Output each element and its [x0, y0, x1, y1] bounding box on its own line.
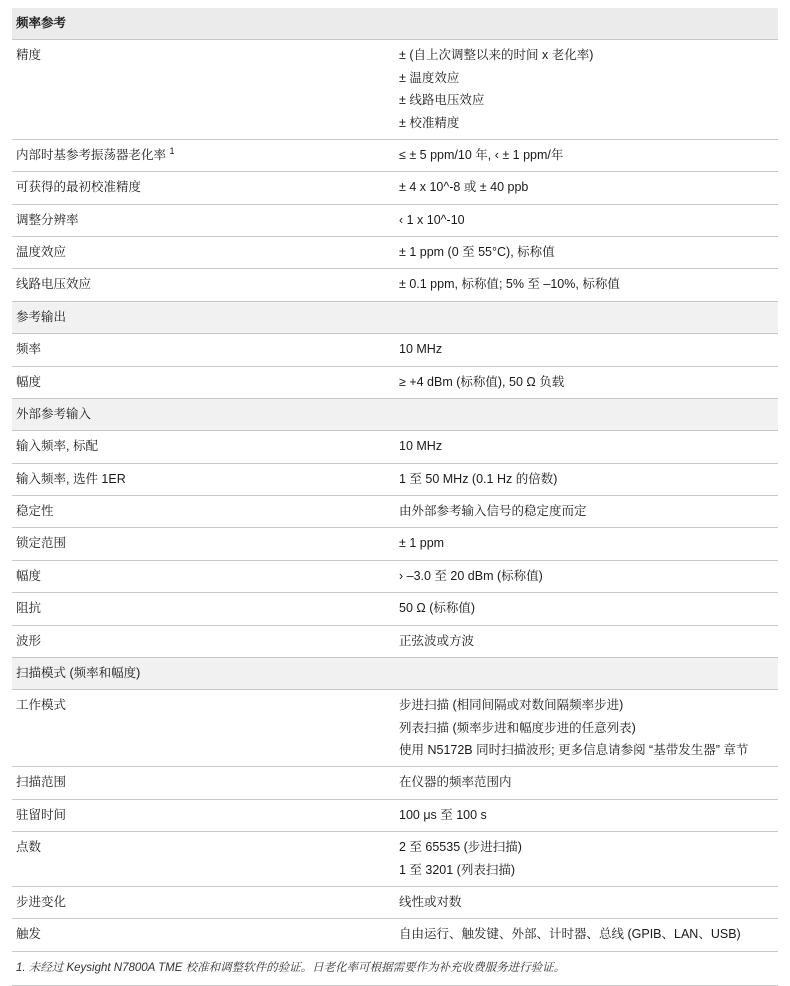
spec-value-line: 10 MHz [399, 342, 443, 357]
spec-row [12, 40, 778, 140]
spec-label-text: 幅度 [16, 374, 42, 389]
spec-table-body [12, 8, 778, 951]
spec-label-text: 输入频率, 标配 [16, 439, 98, 454]
spec-label-text: 扫描范围 [16, 775, 67, 790]
spec-row-value [395, 172, 778, 204]
spec-label-text: 调整分辨率 [16, 212, 79, 227]
footnote-marker: 1 [169, 145, 175, 156]
spec-row [12, 690, 778, 767]
spec-value-line: ± 4 x 10^-8 或 ± 40 ppb [399, 180, 529, 195]
spec-row [12, 799, 778, 831]
spec-label-text: 点数 [16, 840, 42, 855]
subsection-header-row [12, 301, 778, 333]
spec-row-value [395, 832, 778, 887]
spec-label-text: 输入频率, 选件 1ER [16, 471, 126, 486]
spec-value-line: 10 MHz [399, 439, 443, 454]
spec-value-line: 1 至 50 MHz (0.1 Hz 的倍数) [399, 471, 558, 486]
spec-row-value [395, 560, 778, 592]
spec-row-value [395, 593, 778, 625]
spec-row-value [395, 40, 778, 140]
spec-label-text: 驻留时间 [16, 807, 67, 822]
spec-value-line: 100 μs 至 100 s [399, 807, 487, 822]
spec-row [12, 334, 778, 366]
spec-row-label [12, 496, 395, 528]
spec-row-value [395, 237, 778, 269]
spec-value-line: ± 0.1 ppm, 标称值; 5% 至 –10%, 标称值 [399, 277, 620, 292]
spec-label-text: 内部时基参考振荡器老化率 [16, 147, 167, 162]
spec-row-value [395, 463, 778, 495]
subsection-header-label: 扫描模式 (频率和幅度) [12, 657, 778, 689]
spec-row-value [395, 366, 778, 398]
spec-label-text: 工作模式 [16, 698, 67, 713]
spec-label-text: 步进变化 [16, 894, 67, 909]
spec-label-text: 幅度 [16, 568, 42, 583]
spec-value-line: 2 至 65535 (步进扫描) [399, 840, 522, 855]
spec-row-label [12, 40, 395, 140]
spec-value-line: ± 温度效应 [399, 70, 460, 85]
spec-value-line: 自由运行、触发键、外部、计时器、总线 (GPIB、LAN、USB) [399, 927, 741, 942]
spec-label-text: 稳定性 [16, 504, 54, 518]
spec-value-line: 由外部参考输入信号的稳定度而定 [399, 504, 587, 518]
spec-row-value [395, 334, 778, 366]
spec-value-line: ± 线路电压效应 [399, 93, 485, 108]
spec-row-value [395, 690, 778, 767]
spec-row-value [395, 625, 778, 657]
spec-row [12, 204, 778, 236]
spec-value-line: ± 1 ppm [399, 536, 445, 551]
spec-value-line: 50 Ω (标称值) [399, 601, 476, 616]
frequency-reference-spec-table [12, 8, 778, 951]
spec-row [12, 139, 778, 171]
spec-row-label [12, 625, 395, 657]
spec-row-value [395, 919, 778, 951]
spec-row [12, 625, 778, 657]
spec-row-label [12, 204, 395, 236]
spec-value-line: ± 1 ppm (0 至 55°C), 标称值 [399, 245, 555, 259]
spec-row-label [12, 690, 395, 767]
spec-row-label [12, 832, 395, 887]
spec-row [12, 832, 778, 887]
spec-value-line: 步进扫描 (相同间隔或对数间隔频率步进) [399, 698, 624, 713]
spec-row-value [395, 799, 778, 831]
spec-value-line: 列表扫描 (频率步进和幅度步进的任意列表) [399, 720, 636, 735]
spec-label-text: 锁定范围 [16, 536, 67, 551]
spec-row [12, 593, 778, 625]
spec-row [12, 366, 778, 398]
spec-row [12, 886, 778, 918]
spec-label-text: 波形 [16, 633, 42, 648]
spec-row-value [395, 431, 778, 463]
section-header-label: 频率参考 [12, 8, 778, 40]
spec-row-value [395, 269, 778, 301]
spec-row-label [12, 799, 395, 831]
spec-row [12, 431, 778, 463]
subsection-header-label: 参考输出 [12, 301, 778, 333]
spec-value-line: ≥ +4 dBm (标称值), 50 Ω 负载 [399, 374, 565, 389]
spec-value-line: 正弦波或方波 [399, 633, 475, 648]
spec-value-line: ‹ 1 x 10^-10 [399, 212, 465, 227]
spec-value-line: ± 校准精度 [399, 115, 460, 130]
spec-label-text: 阻抗 [16, 601, 42, 616]
subsection-header-label: 外部参考输入 [12, 398, 778, 430]
spec-row-label [12, 334, 395, 366]
spec-value-line: ± (自上次调整以来的时间 x 老化率) [399, 48, 594, 63]
spec-value-line: › –3.0 至 20 dBm (标称值) [399, 568, 543, 583]
spec-row-value [395, 528, 778, 560]
spec-label-text: 温度效应 [16, 245, 67, 259]
spec-row-label [12, 366, 395, 398]
spec-value-line: ≤ ± 5 ppm/10 年, ‹ ± 1 ppm/年 [399, 147, 564, 162]
spec-row-value [395, 204, 778, 236]
spec-value-line: 在仪器的频率范围内 [399, 775, 512, 790]
spec-row [12, 528, 778, 560]
table-footnote: 1. 未经过 Keysight N7800A TME 校准和调整软件的验证。日老化率可根据需要作为补充收费服务进行验证。 [12, 951, 778, 977]
spec-row-value [395, 886, 778, 918]
spec-row-label [12, 528, 395, 560]
spec-row-label [12, 886, 395, 918]
spec-row-label [12, 560, 395, 592]
spec-row [12, 172, 778, 204]
spec-row [12, 463, 778, 495]
section-header-row [12, 8, 778, 40]
spec-row-label [12, 139, 395, 171]
spec-row-label [12, 593, 395, 625]
spec-row-label [12, 919, 395, 951]
spec-row-label [12, 172, 395, 204]
subsection-header-row [12, 398, 778, 430]
spec-row-value [395, 496, 778, 528]
spec-row-value [395, 139, 778, 171]
spec-row-label [12, 463, 395, 495]
spec-row-label [12, 237, 395, 269]
spec-row-label [12, 269, 395, 301]
spec-row [12, 560, 778, 592]
spec-row [12, 919, 778, 951]
spec-row [12, 767, 778, 799]
spec-value-line: 1 至 3201 (列表扫描) [399, 862, 516, 877]
spec-row [12, 269, 778, 301]
spec-row-value [395, 767, 778, 799]
spec-label-text: 精度 [16, 48, 42, 63]
spec-row-label [12, 431, 395, 463]
spec-label-text: 频率 [16, 342, 42, 357]
spec-label-text: 可获得的最初校准精度 [16, 180, 142, 195]
spec-label-text: 线路电压效应 [16, 277, 92, 292]
spec-label-text: 触发 [16, 927, 42, 942]
spec-value-line: 线性或对数 [399, 894, 462, 909]
spec-row [12, 237, 778, 269]
spec-row-label [12, 767, 395, 799]
subsection-header-row [12, 657, 778, 689]
spec-row [12, 496, 778, 528]
spec-value-line: 使用 N5172B 同时扫描波形; 更多信息请参阅 “基带发生器” 章节 [399, 743, 749, 757]
